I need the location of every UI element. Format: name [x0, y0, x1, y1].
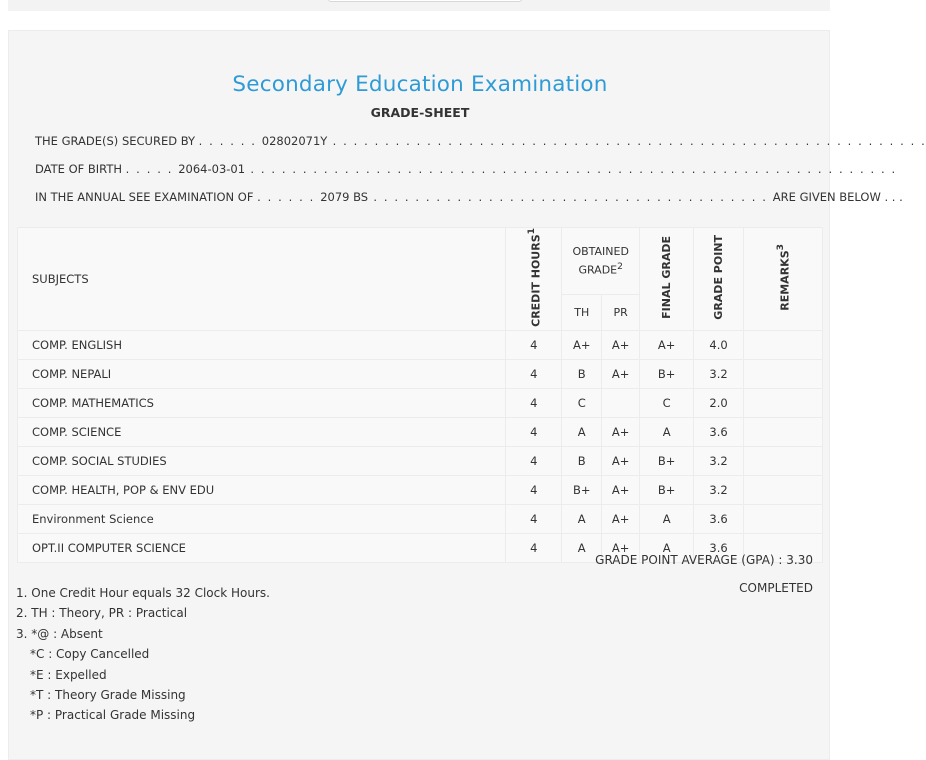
grade-point-header: GRADE POINT: [694, 228, 744, 331]
footnote: *E : Expelled: [30, 667, 107, 682]
credit-cell: 4: [506, 330, 562, 359]
pr-grade-cell: A+: [602, 533, 640, 562]
grade-point-cell: 3.2: [694, 359, 744, 388]
search-input[interactable]: [328, 0, 522, 2]
subject-cell: COMP. NEPALI: [18, 359, 506, 388]
credit-hours-header: CREDIT HOURS$^1$: [506, 228, 562, 331]
pr-grade-cell: A+: [602, 417, 640, 446]
page-title: Secondary Education Examination: [232, 72, 608, 97]
credit-cell: 4: [506, 446, 562, 475]
exam-year: 2079 BS: [320, 190, 369, 204]
subjects-header: SUBJECTS: [18, 228, 506, 331]
result-status: COMPLETED: [739, 581, 813, 595]
grade-point-cell: 3.2: [694, 446, 744, 475]
footnote: 3. *@ : Absent: [16, 626, 103, 641]
top-bar: [8, 0, 830, 11]
exam-line: IN THE ANNUAL SEE EXAMINATION OF . . . . . . 2079 BS . . . . . . . . . . . . . . . . . . . . . . . . . . . . . . . . . . . . . . ARE GIVEN BELOW . . .: [35, 190, 903, 204]
grade-point-cell: 4.0: [694, 330, 744, 359]
remarks-cell: [744, 446, 823, 475]
th-grade-cell: A: [562, 504, 602, 533]
remarks-cell: [744, 417, 823, 446]
table-row: [18, 330, 823, 359]
th-grade-cell: C: [562, 388, 602, 417]
date-of-birth-line: DATE OF BIRTH . . . . . 2064-03-01 . . . . . . . . . . . . . . . . . . . . . . . . . . . . . . . . . . . . . . . . . . . . . . . . . . . . . . . . . . . . . .: [35, 162, 897, 176]
symbol-number: 02802071Y: [261, 134, 328, 148]
grade-point-cell: 3.6: [694, 533, 744, 562]
grade-point-cell: 3.2: [694, 475, 744, 504]
table-row: [18, 504, 823, 533]
credit-cell: 4: [506, 533, 562, 562]
pr-grade-cell: A+: [602, 359, 640, 388]
footnote: 2. TH : Theory, PR : Practical: [16, 606, 188, 621]
subject-cell: COMP. SCIENCE: [18, 417, 506, 446]
final-grade-cell: C: [640, 388, 694, 417]
secured-by-line: THE GRADE(S) SECURED BY . . . . . . 02802071Y . . . . . . . . . . . . . . . . . . . . . . . . . . . . . . . . . . . . . . . . . . . . . . . . . . . . . . . . .: [35, 134, 926, 148]
dob-value: 2064-03-01: [178, 162, 246, 176]
final-grade-cell: B+: [640, 359, 694, 388]
remarks-cell: [744, 359, 823, 388]
dob-label: DATE OF BIRTH: [35, 162, 123, 176]
remarks-cell: [744, 504, 823, 533]
remarks-cell: [744, 330, 823, 359]
th-grade-cell: A+: [562, 330, 602, 359]
th-grade-cell: B: [562, 446, 602, 475]
final-grade-header: FINAL GRADE: [640, 228, 694, 331]
subject-cell: Environment Science: [18, 504, 506, 533]
footnote: *C : Copy Cancelled: [30, 647, 150, 662]
final-grade-cell: A: [640, 504, 694, 533]
table-row: [18, 475, 823, 504]
gpa-summary: GRADE POINT AVERAGE (GPA) : 3.30: [595, 553, 813, 567]
table-row: [18, 388, 823, 417]
credit-cell: 4: [506, 475, 562, 504]
credit-cell: 4: [506, 388, 562, 417]
exam-suffix: ARE GIVEN BELOW . . .: [772, 190, 903, 204]
grade-point-cell: 3.6: [694, 417, 744, 446]
subject-cell: COMP. HEALTH, POP & ENV EDU: [18, 475, 506, 504]
subject-cell: COMP. SOCIAL STUDIES: [18, 446, 506, 475]
footnote: 1. One Credit Hour equals 32 Clock Hours.: [16, 586, 270, 600]
table-row: [18, 417, 823, 446]
pr-header: PR: [602, 295, 640, 331]
exam-label: IN THE ANNUAL SEE EXAMINATION OF: [35, 190, 254, 204]
th-grade-cell: A: [562, 417, 602, 446]
th-header: TH: [562, 295, 602, 331]
credit-cell: 4: [506, 359, 562, 388]
footnotes: [16, 583, 822, 726]
remarks-header: REMARKS$^3$: [744, 228, 823, 331]
pr-grade-cell: A+: [602, 446, 640, 475]
credit-cell: 4: [506, 417, 562, 446]
grades-table: [17, 227, 823, 563]
subject-cell: COMP. MATHEMATICS: [18, 388, 506, 417]
credit-cell: 4: [506, 504, 562, 533]
grade-point-cell: 2.0: [694, 388, 744, 417]
remarks-cell: [744, 388, 823, 417]
subject-cell: OPT.II COMPUTER SCIENCE: [18, 533, 506, 562]
final-grade-cell: B+: [640, 446, 694, 475]
pr-grade-cell: A+: [602, 330, 640, 359]
th-grade-cell: A: [562, 533, 602, 562]
pr-grade-cell: [602, 388, 640, 417]
secured-by-label: THE GRADE(S) SECURED BY: [35, 134, 196, 148]
final-grade-cell: A+: [640, 330, 694, 359]
subject-cell: COMP. ENGLISH: [18, 330, 506, 359]
pr-grade-cell: A+: [602, 475, 640, 504]
table-row: [18, 359, 823, 388]
th-grade-cell: B+: [562, 475, 602, 504]
remarks-cell: [744, 475, 823, 504]
table-row: [18, 446, 823, 475]
final-grade-cell: B+: [640, 475, 694, 504]
pr-grade-cell: A+: [602, 504, 640, 533]
footnote: *P : Practical Grade Missing: [30, 708, 196, 723]
final-grade-cell: A: [640, 533, 694, 562]
grade-sheet-heading: GRADE-SHEET: [370, 105, 470, 120]
final-grade-cell: A: [640, 417, 694, 446]
obtained-grade-header: OBTAINED GRADE$^2$: [562, 228, 640, 295]
th-grade-cell: B: [562, 359, 602, 388]
grade-point-cell: 3.6: [694, 504, 744, 533]
footnote: *T : Theory Grade Missing: [30, 687, 186, 702]
